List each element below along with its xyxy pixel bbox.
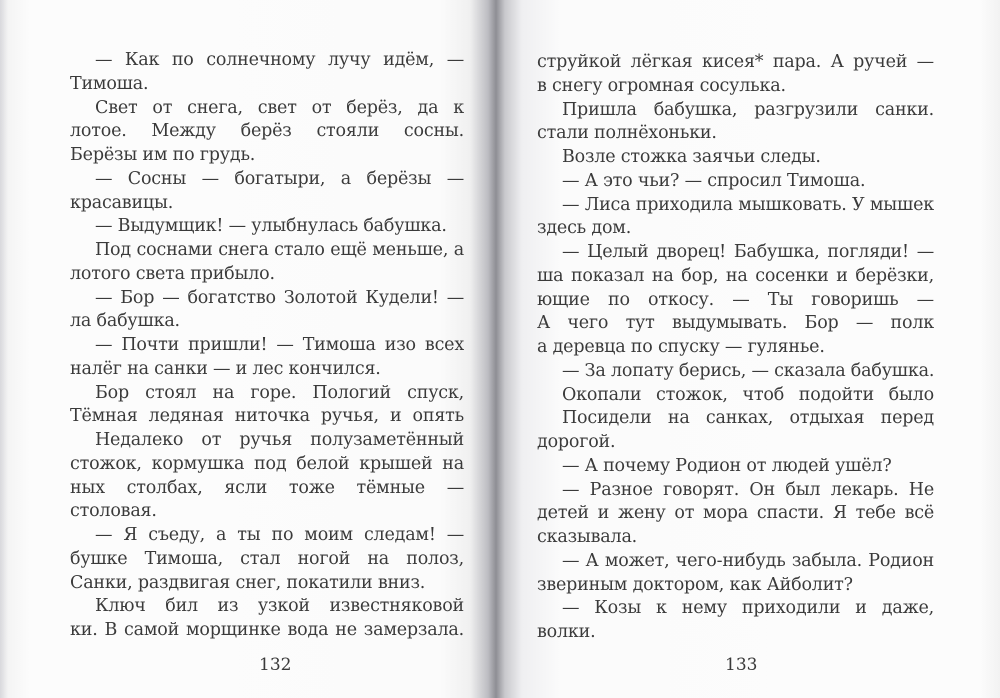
text-line: — Как по солнечному лучу идём, —: [95, 50, 464, 70]
text-line: ных столбах, ясли тоже тёмные —: [70, 477, 464, 498]
text-line: здесь дом.: [537, 218, 632, 239]
left-page: [70, 0, 464, 698]
right-page: [537, 0, 934, 698]
text-line: Под соснами снега стало ещё меньше, а: [95, 240, 464, 260]
text-line: Берёзы им по грудь.: [70, 145, 256, 165]
text-line: в снегу огромная сосулька.: [537, 75, 786, 96]
text-line: Тёмная ледяная ниточка ручья, и опять: [70, 406, 464, 427]
text-line: — Козы к нему приходили и даже,: [562, 598, 934, 619]
text-line: — Почти пришли! — Тимоша изо всех: [95, 335, 464, 355]
text-line: лотого света прибыло.: [70, 263, 275, 284]
text-line: бушке Тимоша, стал ногой на полоз,: [70, 548, 464, 569]
text-line: — Я съеду, а ты по моим следам! —: [95, 525, 464, 545]
page-number-right: 133: [725, 655, 758, 675]
text-line: Окопали стожок, чтоб подойти было: [562, 384, 934, 405]
text-line: — Разное говорят. Он был лекарь. Не: [562, 479, 934, 500]
text-line: детей и жену от мора спасти. Я тебе всё: [537, 503, 934, 524]
text-line: красавицы.: [70, 192, 174, 213]
text-line: а деревца по спуску — гулянье.: [537, 337, 825, 357]
text-line: ющие по откосу. — Ты говоришь —: [537, 289, 934, 310]
text-line: Возле стожка заячьи следы.: [562, 147, 821, 167]
text-line: Ключ бил из узкой известняковой: [95, 596, 464, 617]
text-line: Санки, раздвигая снег, покатили вниз.: [70, 572, 426, 593]
text-line: — Целый дворец! Бабушка, погляди! —: [562, 242, 934, 262]
text-line: стожок, кормушка под белой крышей на: [70, 453, 464, 474]
text-line: волки.: [537, 622, 596, 642]
text-line: Бор стоял на горе. Пологий спуск,: [95, 382, 464, 403]
text-line: ки. В самой морщинке вода не замерзала.: [70, 620, 464, 640]
text-line: дорогой.: [537, 432, 616, 452]
text-line: лотое. Между берёз стояли сосны.: [70, 121, 464, 142]
text-line: налёг на санки — и лес кончился.: [70, 358, 381, 379]
text-line: — А может, чего-нибудь забыла. Родион: [562, 550, 934, 571]
text-line: струйкой лёгкая кисея* пара. А ручей —: [537, 52, 934, 72]
text-line: Посидели на санках, отдыхая перед: [562, 408, 934, 429]
text-line: звериным доктором, как Айболит?: [537, 574, 853, 595]
text-line: А чего тут выдумывать. Бор — полк: [537, 313, 934, 334]
text-line: — За лопату берись, — сказала бабушка.: [562, 360, 935, 381]
text-line: — А это чьи? — спросил Тимоша.: [562, 170, 866, 191]
text-line: сказывала.: [537, 527, 638, 547]
text-line: столовая.: [70, 501, 157, 522]
text-line: стали полнёхоньки.: [537, 123, 717, 144]
text-line: Свет от снега, свет от берёз, да к: [95, 97, 464, 118]
text-line: ла бабушка.: [70, 311, 180, 332]
text-line: ша показал на бор, на сосенки и берёзки,: [537, 265, 934, 286]
text-line: Пришла бабушка, разгрузили санки.: [562, 99, 934, 120]
text-line: — Бор — богатство Золотой Кудели! —: [95, 287, 464, 308]
text-line: — Сосны — богатыри, а берёзы —: [95, 168, 464, 189]
text-line: — А почему Родион от людей ушёл?: [562, 455, 892, 476]
page-number-left: 132: [259, 655, 292, 675]
text-line: Недалеко от ручья полузаметённый: [95, 430, 464, 450]
text-line: Тимоша.: [70, 73, 149, 94]
text-line: — Лиса приходила мышковать. У мышек: [562, 194, 934, 215]
text-line: — Выдумщик! — улыбнулась бабушка.: [95, 216, 447, 237]
